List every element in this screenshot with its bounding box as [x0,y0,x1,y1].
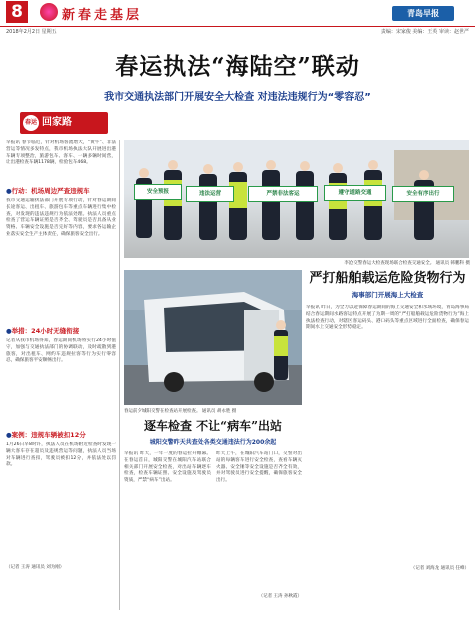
sign-board: 安全预报 [134,184,182,200]
right-article [306,270,469,610]
section-title-3: ●案例：违规车辆被扣12分 [6,431,86,439]
bus-photo [124,270,302,405]
section-body-3: 1月26日早8时许，执法人员在机场附近检查时发现一辆大客车存在超员及违规营运等问题，执法人员当场对车辆进行查扣，驾驶员被扣12分，并依法处以罚款。 [6,442,116,468]
banner-tag: 春运 [23,115,39,131]
bottom-headline: 逐车检查 不让“病车”出站 [144,419,282,433]
section-title-2-text: 举措：24小时无缝衔接 [11,327,80,335]
issue-date: 2018年2月2日 星期五 [6,29,57,35]
staff-credits: 责编：宋家俊 美编：王英 审读：赵世严 [380,29,469,35]
section-body-1: 我市交通运输执法部门开展专项行动，针对春运期间长途客运、出租车、旅游包车等重点车辆进行集中检查，对发现的违法违规行为依法处理。执法人员重点检查了营运车辆证照是否齐全、驾驶员是否具备从业资格、车辆安全设施是否完好等内容，要求各运输企业落实安全生产主体责任，确保旅客安全出行。 [6,198,116,237]
column-divider [119,140,120,610]
right-headline: 严打船舶载运危险货物行为 [309,271,466,286]
section-body-2: 记者从我市机场得知，春运期间机场将实行24小时值守，加强与交通执法部门的协调联动，及时疏散到港旅客，对出租车、网约车违规拉客等行为实行零容忍，确保旅客平安顺畅出行。 [6,338,116,364]
right-body: 早报讯 昨日，为全力以赴保障春运期间的海上交通安全和水域环境，青岛海事局结合春运期间水路客运特点开展了为期一周的“严打船舶载运危险货物行为”海上执法检查行动，对辖区客运码头、港口码头等重点区域进行全面检查，确保春运期间水上交通安全形势稳定。 [306,305,469,331]
bottom-subhead: 城阳交警昨天共查处各类交通违法行为200余起 [149,439,277,446]
section-title-3-text: 案例：违规车辆被扣12分 [11,431,86,439]
bottom-credit: （记者 王涛 孙秋霞） [258,594,302,599]
sign-board: 遵守道路交通 [324,185,386,201]
top-photo-caption: 李沧交警春运大检查现场联合检查交通安全。 通讯员 韩鹏科 摄 [344,261,470,266]
brand-logo: 青岛早报 [392,6,454,21]
section-title-2: ●举措：24小时无缝衔接 [6,327,80,335]
page-number: 8 [6,1,28,23]
bottom-body-2: 昨天上午，在城阳汽车站门口，交警对出站的每辆客车进行安全检查，查看车辆灭火器、安全锤等安全设施是否齐全有效，并对驾驶员进行安全提醒，确保旅客安全出行。 [216,451,302,484]
sign-board: 严禁非法客运 [248,186,318,202]
section-title-1-text: 行动：机场周边严查违规车 [11,187,90,195]
flower-icon [40,3,58,21]
left-column [6,140,116,610]
section-title-1: ●行动：机场周边严查违规车 [6,187,90,195]
page-header [0,0,475,26]
right-subhead: 海事部门开展海上大检查 [351,291,424,299]
bottom-body-1: 早报讯 昨天，一年一度的春运拉开帷幕。在春运首日，城阳交警在城阳汽车站联合相关部门开展安全检查，对出站车辆逐车检查，检查车辆证照、安全设施及驾驶员资质，严禁“病车”出站。 [124,451,211,484]
subbar [0,26,475,34]
left-credit: （记者 王涛 通讯员 刘为刚） [6,565,65,570]
column-banner [20,112,108,134]
bus-photo-caption: 春运前夕城阳交警在检查站开展检查。 通讯员 胡永胜 摄 [124,409,237,414]
bottom-article [124,418,302,610]
bus-illustration [124,270,302,405]
section-title: 新春走基层 [62,8,143,23]
banner-label: 回家路 [42,117,72,128]
sign-board: 安全有序出行 [392,186,454,202]
top-photo [124,140,469,258]
right-credit: （记者 刘海龙 通讯员 任峰） [410,566,469,571]
sign-board: 违法运营 [186,186,234,202]
main-subhead: 我市交通执法部门开展安全大检查 对违法违规行为“零容忍” [104,92,371,103]
main-headline: 春运执法“海陆空”联动 [115,53,360,80]
intro-paragraph: 早报讯 春节临近，针对机场客流增大，“黄牛”、非法营运等情况多发特点，我市机场执法大队开展进出港车辆专项整治，旅游包车、客车、一辆多辆时间营，让出港检查车辆1178辆，检验包车468。 [6,140,116,166]
